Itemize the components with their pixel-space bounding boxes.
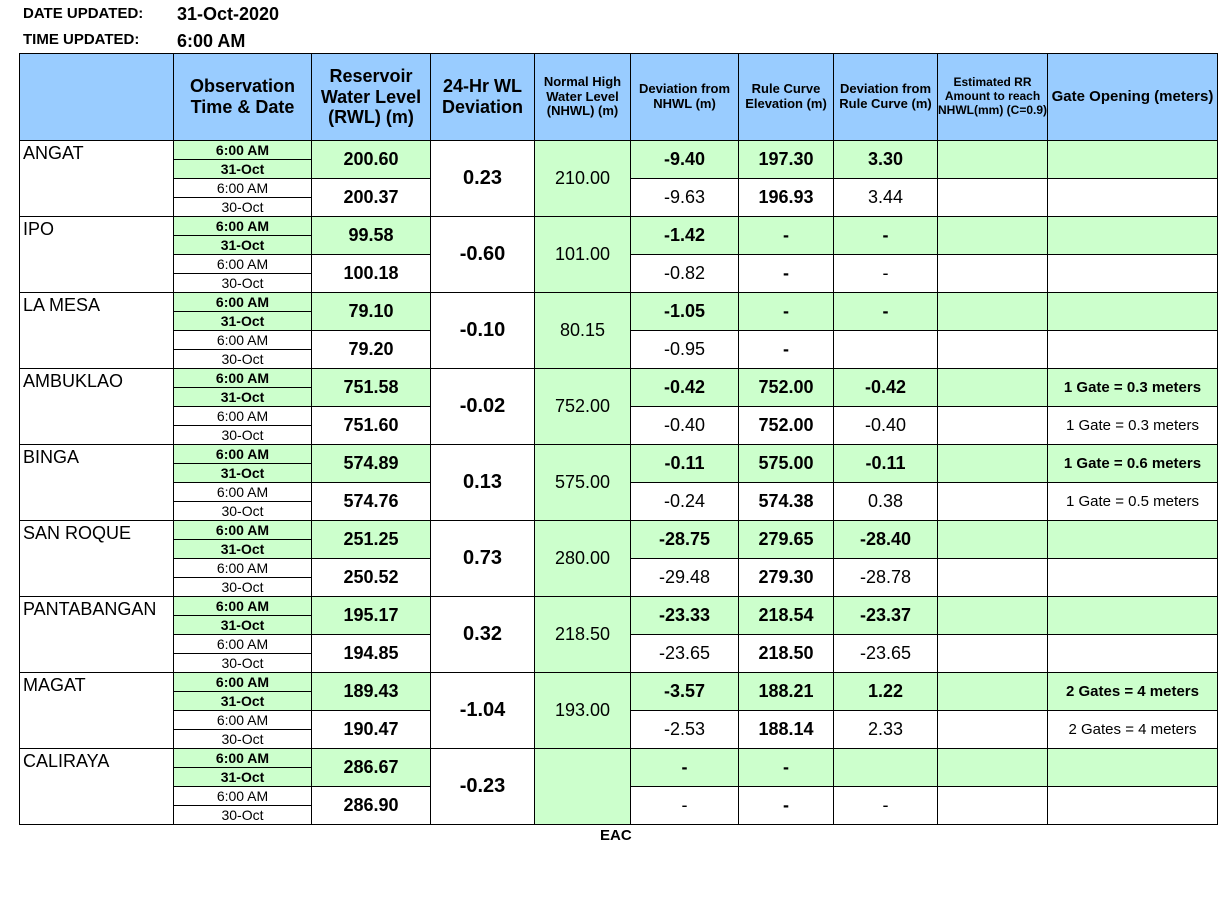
rwl-value: 200.37 [312,179,431,217]
gate-opening [1048,521,1218,559]
dam-name: LA MESA [20,293,174,369]
nhwl-value [535,749,631,825]
nhwl-value: 752.00 [535,369,631,445]
header-dam [20,54,174,141]
observation-time: 6:00 AM [174,217,312,236]
deviation-rule-curve: -0.42 [834,369,938,407]
deviation-nhwl: -2.53 [631,711,739,749]
gate-opening: 1 Gate = 0.6 meters [1048,445,1218,483]
gate-opening: 1 Gate = 0.3 meters [1048,407,1218,445]
deviation-nhwl: -29.48 [631,559,739,597]
deviation-rule-curve: - [834,787,938,825]
deviation-rule-curve: 0.38 [834,483,938,521]
wl-24hr-deviation: 0.73 [431,521,535,597]
rwl-value: 194.85 [312,635,431,673]
header-rwl: Reservoir Water Level (RWL) (m) [312,54,431,141]
rule-curve-elevation: - [739,331,834,369]
gate-opening: 2 Gates = 4 meters [1048,711,1218,749]
observation-time: 6:00 AM [174,749,312,768]
wl-24hr-deviation: -0.10 [431,293,535,369]
rwl-value: 99.58 [312,217,431,255]
rwl-value: 251.25 [312,521,431,559]
observation-date: 31-Oct [174,692,312,711]
observation-date: 30-Oct [174,198,312,217]
gate-opening [1048,255,1218,293]
rwl-value: 751.58 [312,369,431,407]
deviation-nhwl: -9.40 [631,141,739,179]
observation-time: 6:00 AM [174,445,312,464]
observation-time: 6:00 AM [174,293,312,312]
observation-time: 6:00 AM [174,179,312,198]
nhwl-value: 193.00 [535,673,631,749]
gate-opening [1048,293,1218,331]
estimated-rr-amount [938,369,1048,407]
estimated-rr-amount [938,331,1048,369]
estimated-rr-amount [938,521,1048,559]
estimated-rr-amount [938,141,1048,179]
deviation-rule-curve: - [834,217,938,255]
estimated-rr-amount [938,407,1048,445]
estimated-rr-amount [938,787,1048,825]
header-estimated-rr: Estimated RR Amount to reach NHWL(mm) (C=0.9) [938,54,1048,141]
deviation-nhwl: -0.24 [631,483,739,521]
observation-time: 6:00 AM [174,597,312,616]
reservoir-table [19,53,1218,825]
wl-24hr-deviation: -0.60 [431,217,535,293]
rwl-value: 79.20 [312,331,431,369]
gate-opening [1048,597,1218,635]
wl-24hr-deviation: 0.13 [431,445,535,521]
rule-curve-elevation: 188.14 [739,711,834,749]
rule-curve-elevation: 188.21 [739,673,834,711]
rule-curve-elevation: 196.93 [739,179,834,217]
rule-curve-elevation: 752.00 [739,407,834,445]
deviation-rule-curve: 3.30 [834,141,938,179]
estimated-rr-amount [938,597,1048,635]
dam-name: IPO [20,217,174,293]
rwl-value: 574.76 [312,483,431,521]
observation-date: 31-Oct [174,388,312,407]
observation-date: 31-Oct [174,768,312,787]
rule-curve-elevation: - [739,255,834,293]
deviation-rule-curve: -0.40 [834,407,938,445]
observation-date: 31-Oct [174,236,312,255]
deviation-nhwl: - [631,749,739,787]
estimated-rr-amount [938,483,1048,521]
deviation-rule-curve: -28.78 [834,559,938,597]
observation-time: 6:00 AM [174,711,312,730]
deviation-nhwl: -0.82 [631,255,739,293]
deviation-nhwl: -9.63 [631,179,739,217]
rwl-value: 286.67 [312,749,431,787]
rwl-value: 190.47 [312,711,431,749]
observation-time: 6:00 AM [174,787,312,806]
estimated-rr-amount [938,711,1048,749]
header-nhwl: Normal High Water Level (NHWL) (m) [535,54,631,141]
gate-opening [1048,217,1218,255]
deviation-rule-curve: -0.11 [834,445,938,483]
header-deviation-rule-curve: Deviation from Rule Curve (m) [834,54,938,141]
observation-date: 31-Oct [174,464,312,483]
nhwl-value: 218.50 [535,597,631,673]
nhwl-value: 101.00 [535,217,631,293]
deviation-rule-curve: -23.65 [834,635,938,673]
observation-date: 31-Oct [174,616,312,635]
deviation-nhwl: - [631,787,739,825]
estimated-rr-amount [938,179,1048,217]
observation-date: 31-Oct [174,540,312,559]
deviation-nhwl: -0.95 [631,331,739,369]
gate-opening [1048,179,1218,217]
rule-curve-elevation: - [739,217,834,255]
time-updated-value: 6:00 AM [177,31,246,51]
nhwl-value: 280.00 [535,521,631,597]
rule-curve-elevation: - [739,293,834,331]
gate-opening [1048,635,1218,673]
deviation-nhwl: -23.33 [631,597,739,635]
header-rule-curve: Rule Curve Elevation (m) [739,54,834,141]
observation-date: 31-Oct [174,312,312,331]
header-observation: Observation Time & Date [174,54,312,141]
estimated-rr-amount [938,293,1048,331]
deviation-rule-curve: -28.40 [834,521,938,559]
wl-24hr-deviation: -0.23 [431,749,535,825]
observation-date: 30-Oct [174,654,312,673]
gate-opening [1048,141,1218,179]
header-deviation-nhwl: Deviation from NHWL (m) [631,54,739,141]
nhwl-value: 210.00 [535,141,631,217]
rule-curve-elevation: 574.38 [739,483,834,521]
date-updated-value: 31-Oct-2020 [177,4,280,24]
wl-24hr-deviation: -0.02 [431,369,535,445]
rwl-value: 200.60 [312,141,431,179]
dam-name: PANTABANGAN [20,597,174,673]
deviation-nhwl: -0.42 [631,369,739,407]
deviation-nhwl: -23.65 [631,635,739,673]
header-gate-opening: Gate Opening (meters) [1048,54,1218,141]
deviation-nhwl: -0.11 [631,445,739,483]
gate-opening [1048,749,1218,787]
estimated-rr-amount [938,635,1048,673]
header-24hr-deviation: 24-Hr WL Deviation [431,54,535,141]
gate-opening [1048,559,1218,597]
rule-curve-elevation: 279.65 [739,521,834,559]
observation-date: 30-Oct [174,578,312,597]
deviation-rule-curve [834,331,938,369]
rule-curve-elevation: 752.00 [739,369,834,407]
observation-time: 6:00 AM [174,255,312,274]
observation-time: 6:00 AM [174,141,312,160]
estimated-rr-amount [938,559,1048,597]
rwl-value: 751.60 [312,407,431,445]
rule-curve-elevation: - [739,787,834,825]
rwl-value: 79.10 [312,293,431,331]
observation-time: 6:00 AM [174,331,312,350]
observation-time: 6:00 AM [174,483,312,502]
wl-24hr-deviation: -1.04 [431,673,535,749]
deviation-rule-curve: 1.22 [834,673,938,711]
deviation-nhwl: -1.05 [631,293,739,331]
deviation-rule-curve: -23.37 [834,597,938,635]
rule-curve-elevation: 279.30 [739,559,834,597]
observation-date: 30-Oct [174,426,312,445]
gate-opening [1048,787,1218,825]
rwl-value: 195.17 [312,597,431,635]
nhwl-value: 575.00 [535,445,631,521]
dam-name: ANGAT [20,141,174,217]
rule-curve-elevation: 218.50 [739,635,834,673]
rule-curve-elevation: 197.30 [739,141,834,179]
estimated-rr-amount [938,749,1048,787]
dam-name: CALIRAYA [20,749,174,825]
deviation-rule-curve: - [834,255,938,293]
observation-time: 6:00 AM [174,407,312,426]
deviation-rule-curve: 3.44 [834,179,938,217]
observation-time: 6:00 AM [174,521,312,540]
date-updated-label: DATE UPDATED: [23,5,144,22]
footer-eac: EAC [600,827,632,844]
estimated-rr-amount [938,673,1048,711]
estimated-rr-amount [938,217,1048,255]
rwl-value: 286.90 [312,787,431,825]
observation-date: 30-Oct [174,806,312,825]
observation-time: 6:00 AM [174,559,312,578]
rwl-value: 250.52 [312,559,431,597]
deviation-nhwl: -0.40 [631,407,739,445]
deviation-rule-curve [834,749,938,787]
observation-time: 6:00 AM [174,635,312,654]
wl-24hr-deviation: 0.32 [431,597,535,673]
gate-opening: 1 Gate = 0.5 meters [1048,483,1218,521]
observation-time: 6:00 AM [174,369,312,388]
estimated-rr-amount [938,445,1048,483]
deviation-rule-curve: 2.33 [834,711,938,749]
gate-opening: 1 Gate = 0.3 meters [1048,369,1218,407]
nhwl-value: 80.15 [535,293,631,369]
rule-curve-elevation: - [739,749,834,787]
gate-opening: 2 Gates = 4 meters [1048,673,1218,711]
estimated-rr-amount [938,255,1048,293]
rwl-value: 100.18 [312,255,431,293]
rule-curve-elevation: 575.00 [739,445,834,483]
observation-date: 30-Oct [174,502,312,521]
dam-name: BINGA [20,445,174,521]
observation-date: 30-Oct [174,274,312,293]
observation-time: 6:00 AM [174,673,312,692]
deviation-nhwl: -1.42 [631,217,739,255]
gate-opening [1048,331,1218,369]
rule-curve-elevation: 218.54 [739,597,834,635]
observation-date: 30-Oct [174,730,312,749]
rwl-value: 574.89 [312,445,431,483]
wl-24hr-deviation: 0.23 [431,141,535,217]
dam-name: AMBUKLAO [20,369,174,445]
dam-name: SAN ROQUE [20,521,174,597]
deviation-rule-curve: - [834,293,938,331]
dam-name: MAGAT [20,673,174,749]
deviation-nhwl: -28.75 [631,521,739,559]
time-updated-label: TIME UPDATED: [23,31,140,48]
observation-date: 31-Oct [174,160,312,179]
deviation-nhwl: -3.57 [631,673,739,711]
observation-date: 30-Oct [174,350,312,369]
rwl-value: 189.43 [312,673,431,711]
